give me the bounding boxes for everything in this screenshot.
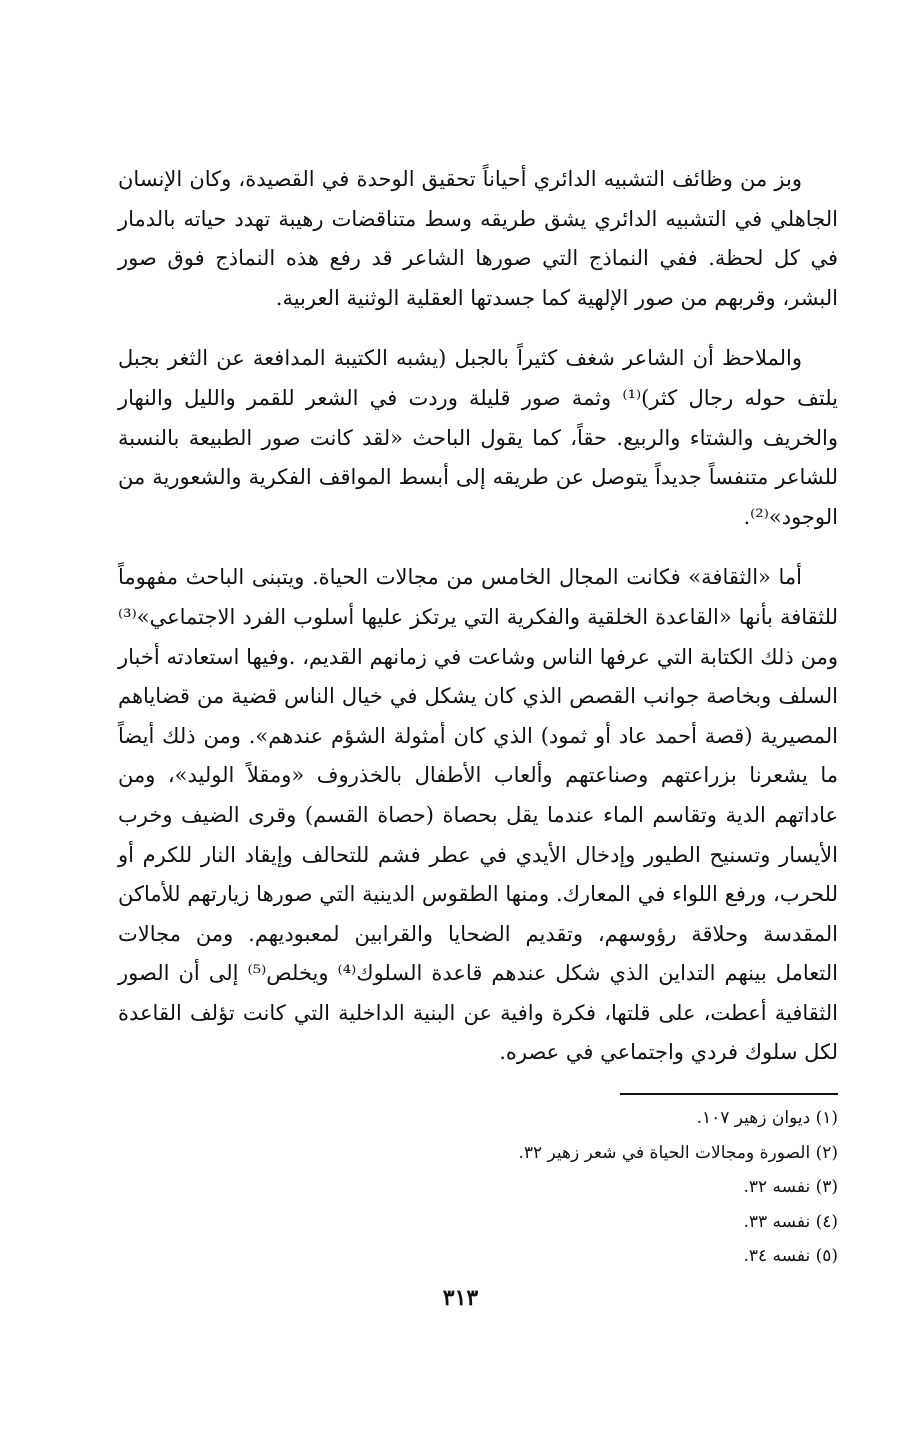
page-body xyxy=(118,160,838,1073)
footnote-2: (٢) الصورة ومجالات الحياة في شعر زهير ٣٢. xyxy=(518,1142,838,1163)
paragraph-1: وبز من وظائف التشبيه الدائري أحياناً تحقيق الوحدة في القصيدة، وكان الإنسان الجاهلي في التشبيه الدائري يشق طريقه وسط متناقضات رهيبة تهدد حياته بالدمار في كل لحظة. ففي النماذج التي صورها الشاعر قد رفع هذه النماذج فوق صور البشر، وقربهم من صور الإلهية كما جسدتها العقلية الوثنية العربية. xyxy=(118,167,838,310)
paragraph-3: أما «الثقافة» فكانت المجال الخامس من مجالات الحياة. ويتبنى الباحث مفهوماً للثقافة بأنها «القاعدة الخلقية والفكرية التي يرتكز عليها أسلوب الفرد الاجتماعي»⁽³⁾ ومن ذلك الكتابة التي عرفها الناس وشاعت في زمانهم القديم، .وفيها استعادته أخبار السلف وبخاصة جوانب القصص الذي كان يشكل في خيال الناس قضية من قضاياهم المصيرية (قصة أحمد عاد أو ثمود) الذي كان أمثولة الشؤم عندهم». ومن ذلك أيضاً ما يشعرنا بزراعتهم وصناعتهم وألعاب الأطفال بالخذروف «ومقلاً الوليد»، ومن عاداتهم الدية وتقاسم الماء عندما يقل بحصاة (حصاة القسم) وقرى الضيف وخرب الأيسار وتسنيح الطيور وإدخال الأيدي في عطر فشم للتحالف وإيقاد النار للكرم أو للحرب، ورفع اللواء في المعارك. ومنها الطقوس الدينية التي صورها زيارتهم للأماكن المقدسة وحلاقة رؤوسهم، وتقديم الضحايا والقرابين لمعبوديهم. ومن مجالات التعامل بينهم التداين الذي شكل عندهم قاعدة السلوك⁽⁴⁾ ويخلص⁽⁵⁾ إلى أن الصور الثقافية أعطت، على قلتها، فكرة وافية عن البنية الداخلية التي كانت تؤلف القاعدة لكل سلوك فردي واجتماعي في عصره. xyxy=(118,565,838,1065)
footnote-divider xyxy=(620,1093,838,1095)
footnote-4: (٤) نفسه ٣٣. xyxy=(743,1211,838,1232)
footnote-5: (٥) نفسه ٣٤. xyxy=(743,1246,838,1266)
footnotes-list xyxy=(118,1101,838,1274)
footnote-1: (١) ديوان زهير ١٠٧. xyxy=(696,1108,838,1128)
paragraph-2: والملاحظ أن الشاعر شغف كثيراً بالجبل (يشبه الكتيبة المدافعة عن الثغر بجبل يلتف حوله رجال كثر)⁽¹⁾ وثمة صور قليلة وردت في الشعر للقمر والليل والنهار والخريف والشتاء والربيع. حقاً، كما يقول الباحث «لقد كانت صور الطبيعة بالنسبة للشاعر متنفساً جديداً يتوصل عن طريقه إلى أبسط المواقف الفكرية والشعورية من الوجود»⁽²⁾. xyxy=(118,346,839,529)
footnote-3: (٣) نفسه ٣٢. xyxy=(743,1177,838,1197)
page-number: ٣١٣ xyxy=(442,1285,479,1311)
